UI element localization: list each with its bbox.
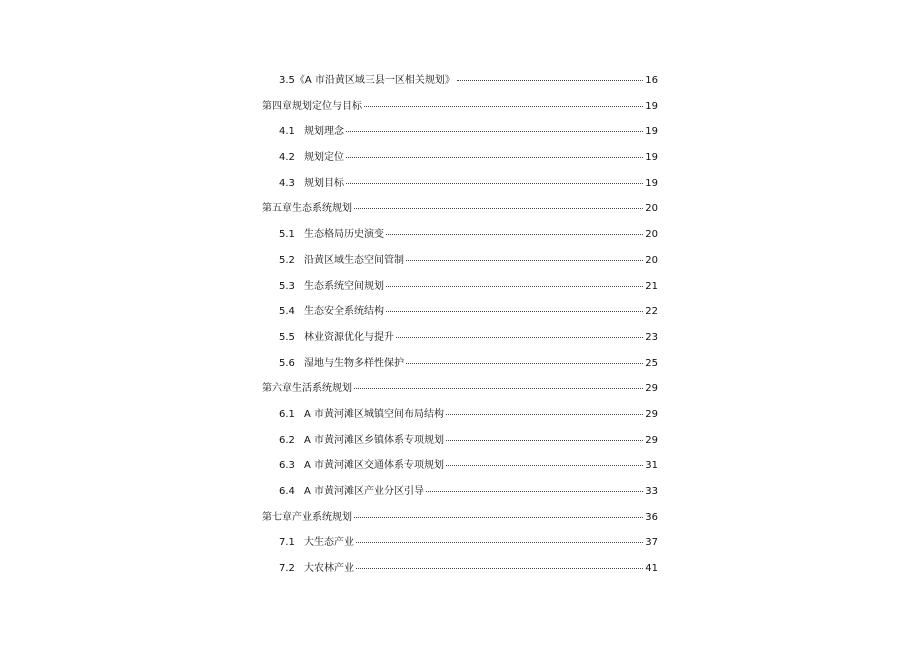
toc-entry-number: 4.3	[279, 177, 295, 189]
toc-entry-title: 大生态产业	[304, 537, 354, 549]
dot-leader	[354, 208, 643, 209]
toc-entry-title: 第四章规划定位与目标	[262, 100, 362, 112]
toc-entry-number: 3.5	[279, 75, 295, 86]
toc-entry-number: 6.1	[279, 408, 295, 420]
dot-leader	[386, 311, 643, 312]
toc-entry-title: 规划定位	[304, 152, 344, 164]
toc-entry-number: 4.1	[279, 126, 295, 138]
toc-entry-number: 5.1	[279, 229, 295, 241]
dot-leader	[346, 183, 643, 184]
toc-entry-page: 29	[645, 408, 658, 420]
dot-leader	[386, 286, 643, 287]
toc-entry-page: 20	[645, 254, 658, 266]
dot-leader	[354, 388, 643, 389]
toc-entry-page: 25	[645, 357, 658, 369]
toc-entry-title: 第七章产业系统规划	[262, 511, 352, 523]
toc-entry-title: 生态格局历史演变	[304, 229, 384, 241]
dot-leader	[356, 568, 643, 569]
toc-entry-page: 41	[645, 563, 658, 575]
toc-entry-5-4[interactable]	[262, 305, 658, 331]
toc-entry-number: 6.4	[279, 486, 295, 497]
dot-leader	[446, 465, 643, 466]
toc-entry-page: 37	[645, 537, 658, 549]
toc-entry-5-2[interactable]	[262, 254, 658, 280]
toc-entry-number: 5.4	[279, 306, 295, 318]
toc-entry-3-5[interactable]	[262, 74, 658, 100]
toc-chapter-6[interactable]	[262, 382, 658, 408]
dot-leader	[406, 260, 643, 261]
toc-entry-page: 31	[645, 460, 658, 472]
dot-leader	[457, 80, 643, 81]
toc-entry-page: 20	[645, 203, 658, 215]
toc-entry-number: 4.2	[279, 152, 295, 164]
toc-entry-page: 19	[645, 177, 658, 189]
toc-entry-4-3[interactable]	[262, 177, 658, 203]
toc-entry-page: 19	[645, 152, 658, 164]
toc-entry-6-2[interactable]	[262, 434, 658, 460]
toc-entry-title: 生态系统空间规划	[304, 280, 384, 292]
dot-leader	[354, 517, 643, 518]
toc-entry-title: 规划目标	[304, 177, 344, 189]
dot-leader	[386, 234, 643, 235]
toc-entry-page: 33	[645, 486, 658, 497]
dot-leader	[446, 440, 643, 441]
dot-leader	[446, 414, 643, 415]
toc-entry-title: 大农林产业	[304, 563, 354, 575]
toc-entry-5-3[interactable]	[262, 280, 658, 306]
dot-leader	[364, 106, 643, 107]
toc-entry-page: 36	[645, 511, 658, 523]
dot-leader	[396, 337, 643, 338]
toc-entry-number: 7.2	[279, 563, 295, 575]
toc-entry-page: 19	[645, 126, 658, 138]
toc-entry-title: 林业资源优化与提升	[304, 331, 394, 343]
toc-entry-title: A 市黄河滩区交通体系专项规划	[304, 460, 445, 472]
toc-entry-6-3[interactable]	[262, 459, 658, 485]
toc-entry-number: 7.1	[279, 537, 295, 549]
toc-entry-number: 5.5	[279, 331, 295, 343]
toc-entry-4-1[interactable]	[262, 125, 658, 151]
toc-chapter-5[interactable]	[262, 202, 658, 228]
toc-entry-page: 21	[645, 280, 658, 292]
toc-entry-7-2[interactable]	[262, 562, 658, 588]
toc-entry-6-4[interactable]	[262, 485, 658, 511]
toc-entry-5-6[interactable]	[262, 357, 658, 383]
toc-entry-title: 湿地与生物多样性保护	[304, 357, 404, 369]
toc-entry-number: 6.2	[279, 434, 295, 446]
toc-entry-5-5[interactable]	[262, 331, 658, 357]
toc-entry-number: 5.2	[279, 254, 295, 266]
dot-leader	[346, 157, 643, 158]
toc-entry-page: 22	[645, 306, 658, 318]
toc-entry-number: 6.3	[279, 460, 295, 472]
toc-entry-number: 5.6	[279, 357, 295, 369]
toc-entry-title: 生态安全系统结构	[304, 306, 384, 318]
toc-entry-title: 第六章生活系统规划	[262, 383, 352, 395]
toc-entry-5-1[interactable]	[262, 228, 658, 254]
toc-entry-page: 29	[645, 434, 658, 446]
toc-entry-title: A 市黄河滩区产业分区引导	[304, 486, 425, 497]
toc-chapter-4[interactable]	[262, 100, 658, 126]
toc-entry-page: 29	[645, 383, 658, 395]
toc-entry-title: 规划理念	[304, 126, 344, 138]
dot-leader	[426, 491, 643, 492]
toc-entry-title: A 市黄河滩区城镇空间布局结构	[304, 408, 445, 420]
toc-entry-4-2[interactable]	[262, 151, 658, 177]
dot-leader	[356, 542, 643, 543]
toc-entry-title: 沿黄区域生态空间管制	[304, 254, 404, 266]
toc-entry-page: 23	[645, 331, 658, 343]
toc-chapter-7[interactable]	[262, 511, 658, 537]
dot-leader	[406, 363, 643, 364]
toc-entry-page: 20	[645, 229, 658, 241]
toc-entry-6-1[interactable]	[262, 408, 658, 434]
toc-entry-number: 5.3	[279, 280, 295, 292]
toc-entry-page: 19	[645, 100, 658, 112]
toc-entry-7-1[interactable]	[262, 536, 658, 562]
table-of-contents	[262, 74, 658, 588]
toc-entry-page: 16	[645, 75, 658, 86]
toc-entry-title: 《A 市沿黄区域三县一区相关规划》	[294, 75, 455, 86]
toc-entry-title: A 市黄河滩区乡镇体系专项规划	[304, 434, 445, 446]
dot-leader	[346, 131, 643, 132]
toc-entry-title: 第五章生态系统规划	[262, 203, 352, 215]
